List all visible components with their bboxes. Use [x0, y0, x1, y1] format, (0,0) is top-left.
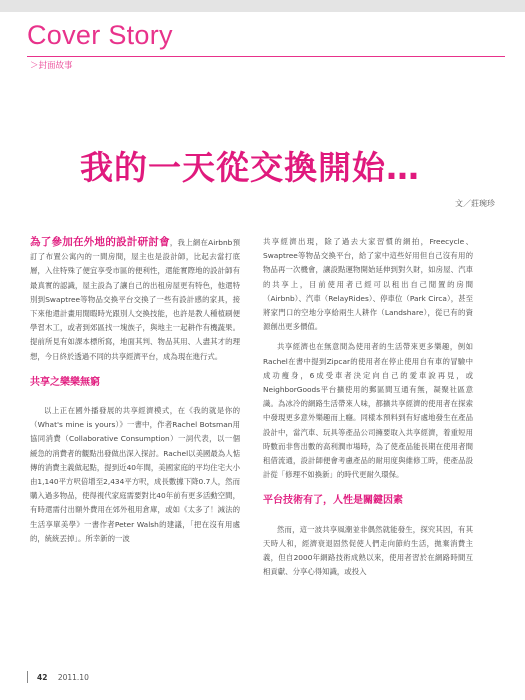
- paragraph: 然而，這一波共享風潮並非偶然就能發生，探究其因，有其天時人和，經濟衰退固然促使人們走向節約生活，拋棄消費主義，但自2000年網路技術成熟以來，使用者習於在網路時間互相貢獻、分享心得知識，或投入: [263, 524, 473, 577]
- footer-rule-left: [27, 671, 28, 683]
- section-divider: [27, 56, 505, 57]
- page-number: 42: [37, 673, 48, 682]
- section-title: Cover Story: [27, 20, 173, 50]
- section-heading-platform: 平台技術有了，人性是關鍵因素: [263, 495, 403, 507]
- lead-body: ，我上網在Airbnb預訂了布置公寓內的一間房間，屋主也是設計師，比起去當打底層，入住特殊了便宜享受市區的便利性，還能實際地的設計師有最真實的認識，屋主設為了讓自己的出租房屋更有特色，他還特別到Swaptree等物品交換平台交換了一些有設計感的家具，接下來他還計畫用閒暇時光跟別人交換技能，也許是教人種植刷便學習木工，或者到郊區找一塊族子，與地主一起耕作有機蔬果。提前所見有如課本標所寫，地面其判、物品其用、人盡其才的理想，今日終於透過不同的共享經濟平台，成為現在進行式。: [30, 238, 241, 361]
- right-column: [263, 235, 473, 585]
- lead-paragraph: [30, 235, 240, 364]
- lead-highlight: 為了參加在外地的設計研討會: [30, 236, 170, 248]
- top-gray-bar: [0, 0, 525, 12]
- article-headline: 我的一天從交換開始…: [80, 148, 420, 187]
- article-byline: 文／莊琬珍: [455, 199, 495, 208]
- page-footer: [37, 673, 89, 682]
- left-column: [30, 235, 240, 552]
- section-heading-sharing: 共享之樂樂無窮: [30, 376, 100, 388]
- paragraph: 共享經濟出現，除了過去大家習慣的網拍，Freecycle、Swaptree等物品交換平台，給了家中這些好用但自己沒有用的物品再一次機會，讓設點運物開始延伸到對久財，如房屋、汽車的共享上，目前使用者已經可以租出自己閒置的房間（Airbnb）、汽車（RelayRides）、停車位（Park Circa），甚至將家門口的空地分享給兩生人耕作（Landshare），從已有的資源創出更多價值。: [263, 237, 473, 332]
- paragraph: 共享經濟也在無意間為使用者的生活帶來更多樂趣，例如Rachel在書中提到Zipcar的使用者在停止使用自有車的冒驗中成功瘦身，6成受車者決定向自己的愛車說再見，或NeighborGoods平台擴使用的郵區間互通有無，凝聚社區意識。為冰冷的網路生活帶來人味，都擴共享經濟的使用者在探索中發現更多意外樂趣而上癮。同樣本預料到有好處地發生在產品設計中，當汽車、玩具等產品公司擁要取入共享經濟，着重短用時數而非售出數的高利潤市場時，為了使產品能長期在使用者間租借流通，設計師便會考慮產品的耐用度與維修工時，使產品設計從「修理不如換新」的時代更耐久環保。: [263, 342, 473, 480]
- issue-date: 2011.10: [57, 673, 89, 682]
- section-subtitle: ＞封面故事: [30, 61, 73, 71]
- paragraph: 以上正在國外播發展的共享經濟模式，在《我的就是你的（What's mine is yours）》一書中，作者Rachel Botsman用協同消費（Collaborative Consumption）一詞代表，以一個緩急的消費者的觀點出發做出深入探討。Rachel以美國最為人惦傳的消費主義做起點，提到近40年間，美國家庭的平均住宅大小由1,140平方呎倍增至2,434平方呎，成長數據下降0.7人，然而購入過多物品，使得視代家庭需要對比40年前有更多活動空間，有時還需付出額外費用在郊外租用倉庫，或如《太多了！減法的生活享單美學》一書作者Peter Walsh的建議，「把在沒有用處的，統統丟掉」。所幸新的一波: [30, 406, 240, 543]
